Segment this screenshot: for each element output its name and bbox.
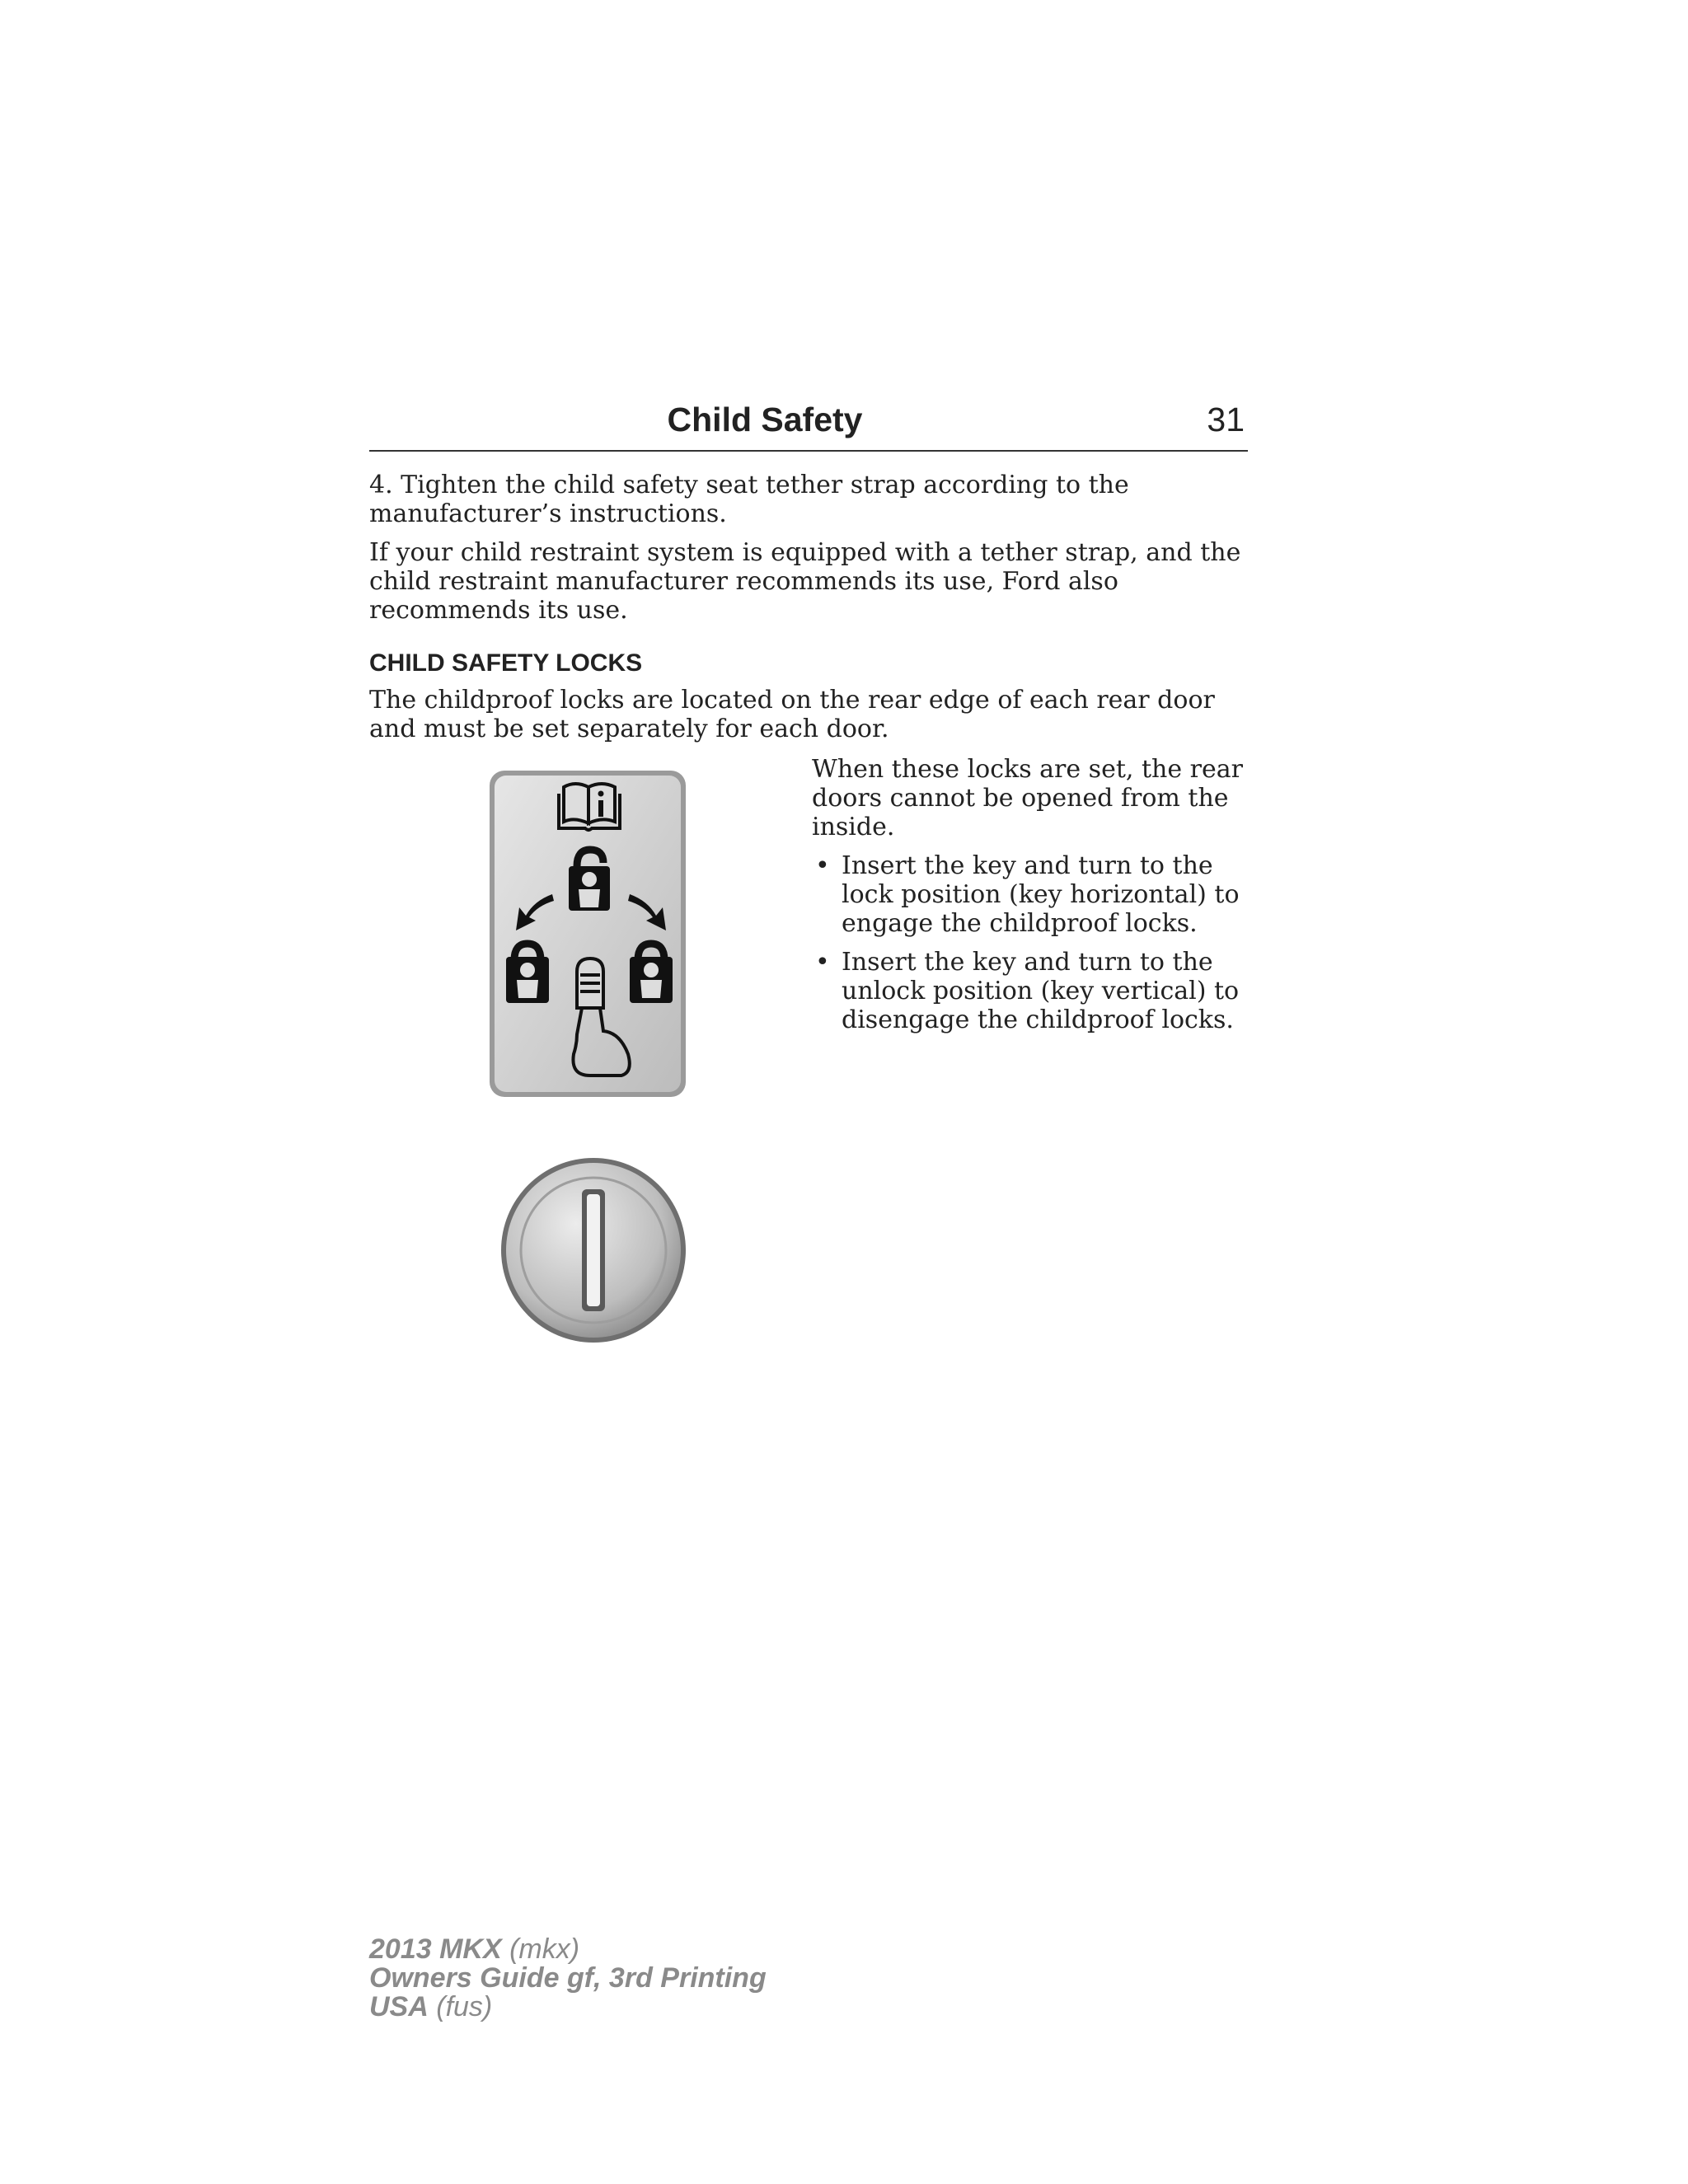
bullet-icon: •	[815, 948, 830, 977]
key-cylinder-knob-icon	[498, 1155, 689, 1346]
page-title: Child Safety	[667, 401, 863, 438]
instructions-column	[812, 755, 1249, 1044]
page-header	[369, 401, 1248, 452]
footer-line	[369, 1935, 767, 1964]
location-paragraph: The childproof locks are located on the rear edge of each rear door and must be set separately for each door.	[369, 686, 1215, 743]
section-heading: CHILD SAFETY LOCKS	[369, 649, 643, 677]
footer-region-code: (fus)	[428, 1991, 493, 2022]
page-number: 31	[1207, 401, 1245, 438]
tether-paragraph: If your child restraint system is equipped with a tether strap, and the child restraint manufacturer recommends its use, Ford also recommends its use.	[369, 538, 1241, 625]
list-item	[812, 948, 1249, 1034]
footer-guide: Owners Guide gf, 3rd Printing	[369, 1962, 767, 1994]
list-item-text: Insert the key and turn to the lock position (key horizontal) to engage the childproof locks.	[842, 851, 1240, 938]
child-lock-label-illustration	[488, 769, 687, 1099]
footer-line	[369, 1964, 767, 1993]
footer-line	[369, 1993, 767, 2022]
page-footer	[369, 1935, 767, 2022]
footer-model: 2013 MKX	[369, 1933, 502, 1965]
locks-set-paragraph: When these locks are set, the rear doors cannot be opened from the inside.	[812, 755, 1243, 841]
list-item-text: Insert the key and turn to the unlock position (key vertical) to disengage the childproof locks.	[842, 948, 1240, 1034]
instruction-list	[812, 851, 1249, 1034]
footer-model-code: (mkx)	[501, 1933, 580, 1965]
footer-region: USA	[369, 1991, 429, 2022]
step-4-paragraph: 4. Tighten the child safety seat tether strap according to the manufacturer’s instructions.	[369, 471, 1129, 528]
list-item	[812, 851, 1249, 938]
bullet-icon: •	[815, 851, 830, 880]
